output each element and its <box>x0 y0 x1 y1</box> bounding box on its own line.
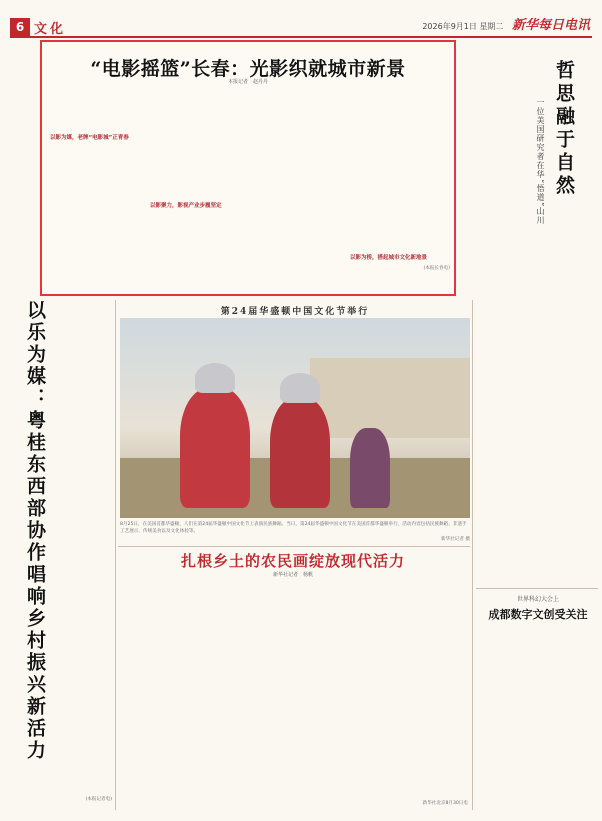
article3-byline: 新华社记者 杨帆 <box>272 572 313 578</box>
column-divider <box>115 300 116 810</box>
feature-subhead-2: 以影聚力，影视产业步履坚定 <box>150 203 222 209</box>
feature-col-4 <box>350 90 450 290</box>
section-divider <box>476 588 598 589</box>
left-feature-footer: (本报记者电) <box>85 797 112 802</box>
photo-heading: 第24届华盛顿中国文化节举行 <box>220 307 370 317</box>
issue-weekday: 星期二 <box>479 22 504 31</box>
photo-credit: 新华社记者 摄 <box>440 537 470 542</box>
right-feature-title: 哲思融于自然 <box>553 60 575 198</box>
right-feature-subtitle: 一位美国研究者在华“悟道”山川 <box>536 98 545 226</box>
section-name: 文化 <box>34 22 67 37</box>
photo-dancer <box>270 398 330 508</box>
feature-col-1 <box>50 90 142 290</box>
feature-col-2 <box>150 90 242 290</box>
section-number-badge: 6 <box>10 18 30 36</box>
feature-subhead-1: 以影为媒，老牌“电影城”正青春 <box>50 135 129 141</box>
left-top-text-column <box>10 42 36 292</box>
masthead-meta <box>422 14 590 33</box>
masthead <box>0 0 602 36</box>
article3-col-3 <box>354 582 468 807</box>
article3-footer: 新华社北京8月30日电 <box>422 801 468 806</box>
festival-photo[interactable] <box>120 318 470 518</box>
featured-article[interactable] <box>40 40 456 296</box>
article4-text-column <box>476 624 598 809</box>
photo-building <box>310 358 470 438</box>
feature-footer: (本报长春电) <box>423 266 450 271</box>
left-feature-text-column <box>52 298 112 803</box>
article3-title[interactable]: 扎根乡土的农民画绽放现代活力 <box>180 552 405 570</box>
issue-date: 2026年9月1日 <box>422 22 477 31</box>
feature-col-3 <box>250 90 342 290</box>
photo-silver-headdress <box>280 373 320 403</box>
article4-title[interactable]: 成都数字文创受关注 <box>488 608 588 621</box>
article3-col-2 <box>236 582 350 807</box>
featured-article-title: “电影摇篮”长春：光影织就城市新景 <box>90 58 406 80</box>
photo-dancer <box>180 388 250 508</box>
section-divider <box>118 546 470 547</box>
article4-kicker: 世界科幻大会上 <box>516 596 559 603</box>
photo-caption: 8月25日，在美国首都华盛顿，人们在第24届华盛顿中国文化节上表演民族舞蹈。当日，第24届华盛顿中国文化节在美国首都华盛顿举行，活动内容包括民族舞蹈、非遗手工艺展示、传统美食以及文化体验等。 <box>120 522 467 534</box>
right-top-text-column <box>462 42 530 292</box>
photo-silver-headdress <box>195 363 235 393</box>
feature-subhead-3: 以影为桥，搭起城市文化新地景 <box>350 255 428 261</box>
featured-article-byline: 本报记者 赵丹丹 <box>227 79 268 85</box>
right-mid-text-column <box>474 300 598 585</box>
masthead-rule <box>10 36 592 38</box>
column-divider <box>472 300 473 810</box>
photo-dancer <box>350 428 390 508</box>
article3-col-1 <box>118 582 232 807</box>
newspaper-brand: 新华每日电讯 <box>511 18 590 33</box>
left-feature-vertical-title: 以乐为媒：粤桂东西部协作唱响乡村振兴新活力 <box>24 300 46 762</box>
